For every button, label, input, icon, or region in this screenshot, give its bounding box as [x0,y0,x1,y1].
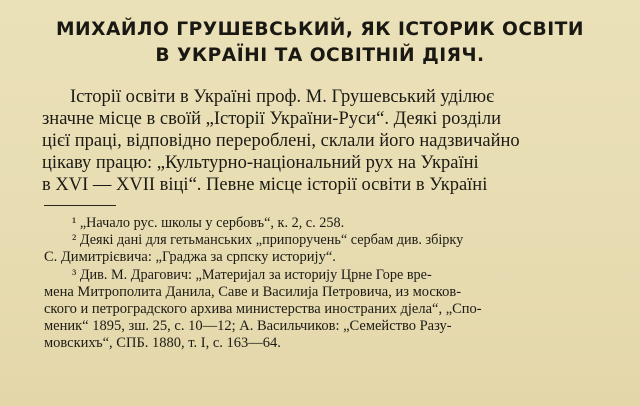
page-title-line-2: В УКРАЇНІ ТА ОСВІТНІЙ ДІЯЧ. [155,44,485,66]
page-title-line-1: МИХАЙЛО ГРУШЕВСЬКИЙ, ЯК ІСТОРИК ОСВІТИ [56,18,584,40]
footnote-line: ского и петроградского архива министерства иностраних дјела“, „Спо- [44,301,482,317]
footnote-line: ¹ „Начало рус. школы у сербовъ“, к. 2, с. 258. [72,215,345,231]
footnote-line: мовскихъ“, СПБ. 1880, т. І, с. 163—64. [44,335,281,351]
body-text-line: в XVI — XVII віці“. Певне місце історії освіти в Україні [42,175,488,195]
body-text-line: Історії освіти в Україні проф. М. Грушевський уділює [70,87,495,107]
footnote-line: меник“ 1895, зш. 25, с. 10—12; А. Васильчиков: „Семейство Разу- [44,318,452,334]
footnote-line: ³ Див. М. Драгович: „Материјал за историју Црне Горе вре- [72,267,432,283]
footnote-line: ² Деякі дані для гетьманських „припоручень“ сербам див. збірку [72,232,464,248]
footnote-divider [44,205,116,206]
footnote-line: мена Митрополита Данила, Саве и Василија Петровича, из москов- [44,284,462,300]
body-text-line: цієї праці, відповідно перероблені, склали його надзвичайно [42,131,520,151]
body-text-line: цікаву працю: „Культурно-національний рух на Україні [42,153,479,173]
body-text-line: значне місце в своїй „Історії України-Руси“. Деякі розділи [42,109,502,129]
footnote-line: С. Димитрієвича: „Граджа за српску историју“. [44,249,336,265]
